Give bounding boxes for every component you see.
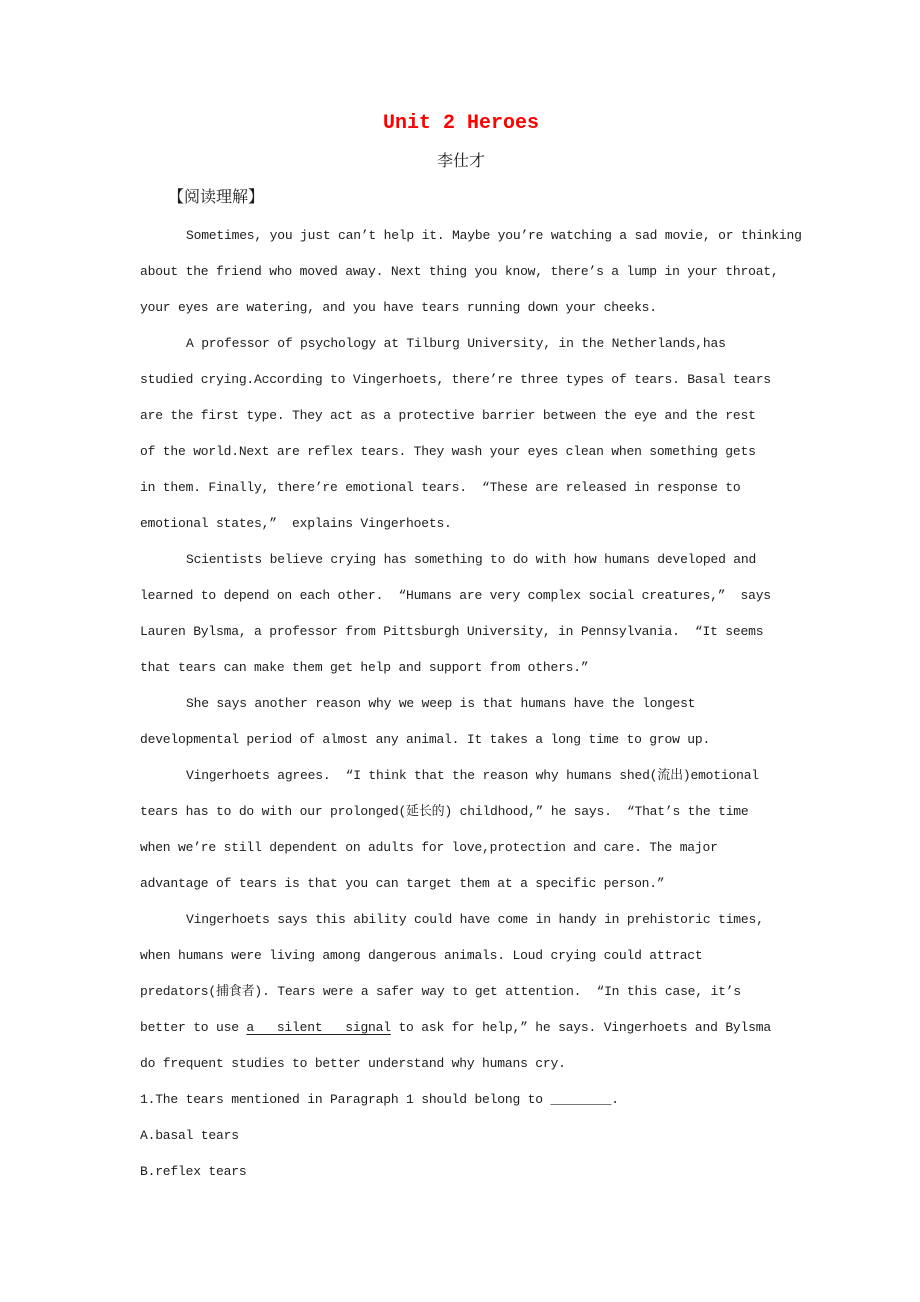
passage-line: in them. Finally, there’re emotional tears. “These are released in response to (140, 480, 741, 495)
passage-line: Sometimes, you just can’t help it. Maybe you’re watching a sad movie, or thinking (186, 228, 802, 243)
passage-line: She says another reason why we weep is that humans have the longest (186, 696, 696, 711)
passage-line: emotional states,” explains Vingerhoets. (140, 516, 452, 531)
underlined-phrase: a silent signal (246, 1020, 391, 1035)
paragraph-6 (140, 902, 782, 1082)
passage-line: advantage of tears is that you can target them at a specific person.” (140, 876, 665, 891)
passage-line: A professor of psychology at Tilburg University, in the Netherlands,has (186, 336, 726, 351)
underline-line-after: to ask for help,” he says. Vingerhoets and Bylsma (390, 1020, 771, 1035)
paragraph-4 (140, 686, 782, 758)
document-body (140, 0, 802, 1190)
passage-line: predators(捕食者). Tears were a safer way to get attention. “In this case, it’s (140, 984, 741, 999)
passage-line: of the world.Next are reflex tears. They wash your eyes clean when something gets (140, 444, 756, 459)
question-1 (140, 1082, 782, 1190)
passage-line: about the friend who moved away. Next thing you know, there’s a lump in your throat, (140, 264, 779, 279)
paragraph-3 (140, 542, 782, 686)
document-title: Unit 2 Heroes (382, 112, 540, 135)
passage-line: Vingerhoets agrees. “I think that the reason why humans shed(流出)emotional (186, 768, 759, 783)
passage-line: when humans were living among dangerous animals. Loud crying could attract (140, 948, 703, 963)
option-a: A.basal tears (140, 1128, 239, 1143)
question-stem: 1.The tears mentioned in Paragraph 1 should belong to ________. (140, 1092, 619, 1107)
passage-line: do frequent studies to better understand why humans cry. (140, 1056, 566, 1071)
passage-line: Scientists believe crying has something to do with how humans developed and (186, 552, 757, 567)
passage-line: learned to depend on each other. “Humans are very complex social creatures,” says (140, 588, 771, 603)
author-name: 李仕才 (436, 153, 485, 171)
underline-line-before: better to use (140, 1020, 247, 1035)
passage-line: tears has to do with our prolonged(延长的) childhood,” he says. “That’s the time (140, 804, 749, 819)
option-b: B.reflex tears (140, 1164, 247, 1179)
passage-line: Vingerhoets says this ability could have come in handy in prehistoric times, (186, 912, 764, 927)
passage-line: Lauren Bylsma, a professor from Pittsburgh University, in Pennsylvania. “It seems (140, 624, 764, 639)
passage-line: your eyes are watering, and you have tears running down your cheeks. (140, 300, 657, 315)
passage-line: studied crying.According to Vingerhoets, there’re three types of tears. Basal tears (140, 372, 771, 387)
passage-line: developmental period of almost any animal. It takes a long time to grow up. (140, 732, 711, 747)
paragraph-2 (140, 326, 782, 542)
paragraph-1 (140, 218, 802, 326)
passage-line: are the first type. They act as a protective barrier between the eye and the rest (140, 408, 756, 423)
passage-line-with-underline (140, 1010, 782, 1046)
paragraph-5 (140, 758, 782, 902)
passage-line: that tears can make them get help and support from others.” (140, 660, 589, 675)
section-label: 【阅读理解】 (168, 189, 265, 207)
passage-line: when we’re still dependent on adults for love,protection and care. The major (140, 840, 718, 855)
reading-passage (140, 218, 802, 1190)
